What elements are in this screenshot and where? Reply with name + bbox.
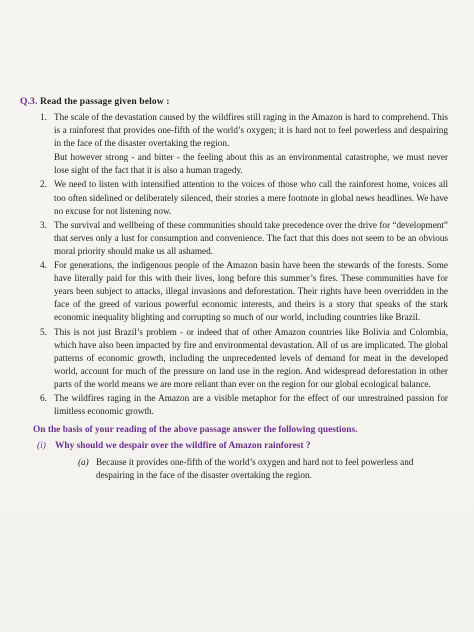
paragraph-text: For generations, the indigenous people of the Amazon basin have been the stewards of the forests. Some have literally paid for this with their lives, long before this summer’s fires. These communities have for years been subject to attacks, illegal invasions and deforestation. Their rights have been overridden in the face of the greed of various powerful economic interests, and theirs is a story that speaks of the stark economic inequality blighting and corrupting so much of our world, including countries like Brazil. [54, 260, 448, 323]
question-item-number: (i) [37, 440, 46, 451]
paragraph-number: 2. [40, 179, 47, 190]
paragraph-text: We need to listen with intensified attention to the voices of those who call the rainforest home, voices all too often sidelined or deliberately silenced, their stories a mere footnote in global news headlines. We have no excuse for not listening now. [54, 179, 448, 216]
question-item [33, 440, 448, 453]
paragraph-text: The survival and wellbeing of these communities should take precedence over the drive for “development” that serves only a lust for consumption and convenience. The fact that this does not seem to be an obvious moral priority should make us all ashamed. [54, 219, 448, 256]
passage [20, 111, 448, 418]
paragraph-number: 3. [40, 219, 47, 230]
question-heading [20, 96, 448, 107]
paragraph-number: 1. [40, 112, 47, 122]
instruction-text: On the basis of your reading of the above passage answer the following questions. [33, 425, 358, 436]
question-number: Q.3. [20, 96, 38, 107]
passage-paragraph-3 [20, 219, 448, 258]
passage-paragraph-5 [20, 326, 448, 391]
paragraph-number: 6. [40, 392, 47, 403]
paragraph-text: The wildfires raging in the Amazon are a visible metaphor for the effect of our unrestrained passion for limitless economic growth. [54, 392, 448, 417]
question-item-text: Why should we despair over the wildfire of Amazon rainforest ? [55, 440, 311, 451]
answer-item-number: (a) [78, 456, 89, 467]
paragraph-text: The scale of the devastation caused by the wildfires still raging in the Amazon is hard to comprehend. This is a rainforest that provides one-fifth of the world’s oxygen; it is hard not to feel powerless and despairing in the face of the disaster overtaking the region. [54, 112, 448, 149]
paragraph-number: 4. [40, 260, 47, 271]
answer-item-text: Because it provides one-fifth of the world’s oxygen and hard not to feel powerless and despairing in the face of the disaster overtaking the region. [96, 456, 414, 480]
passage-paragraph-2 [20, 178, 448, 217]
answer-item [76, 456, 448, 482]
passage-paragraph-1 [20, 111, 448, 177]
paragraph-number: 5. [40, 326, 47, 337]
question-heading-text: Read the passage given below : [39, 96, 170, 107]
paragraph-text: This is not just Brazil’s problem - or indeed that of other Amazon countries like Bolivia and Colombia, which have also been impacted by fire and environmental devastation. All of us are implicated. The global patterns of economic growth, including the unprecedented levels of demand for meat in the developed world, account for much of the pressure on land use in the region. And widespread deforestation in other parts of the world means we are more reliant than ever on the region for our global ecological balance. [54, 326, 448, 389]
passage-paragraph-4 [20, 259, 448, 324]
passage-paragraph-6 [20, 392, 448, 418]
paragraph-text: But however strong - and bitter - the feeling about this as an environmental catastrophe, we must never lose sight of the fact that it is also a human tragedy. [54, 152, 448, 176]
